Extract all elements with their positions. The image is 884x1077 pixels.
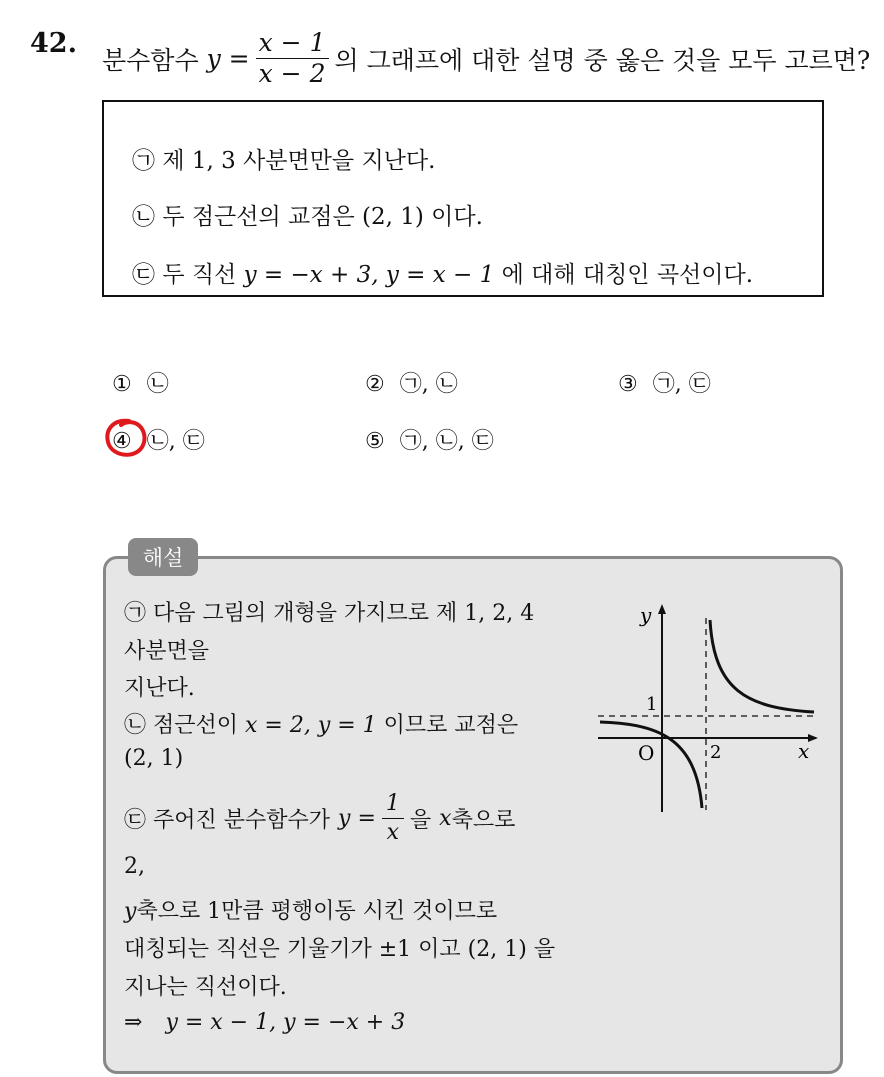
solution-line-10: 지나는 직선이다. [124, 975, 287, 1000]
solution-tag: 해설 [128, 538, 198, 576]
solution-text: 을 [409, 808, 432, 833]
implies-arrow: ⇒ [124, 1010, 143, 1035]
statement-1 [132, 142, 435, 175]
statement-mark: ㉠ [132, 148, 155, 174]
choice-text: ㉠, ㉡ [399, 372, 458, 397]
fraction-numerator: 1 [382, 790, 404, 819]
question-prefix: 분수함수 [102, 45, 199, 75]
solution-line-7: 2, [124, 854, 145, 879]
tick-label-2: 2 [710, 742, 722, 763]
question-number: 42. [30, 28, 77, 59]
y-axis-arrow [658, 604, 666, 614]
choice-text: ㉠, ㉢ [652, 372, 711, 397]
solution-line-2: 사분면을 [124, 639, 210, 664]
function-lhs: y = [338, 806, 376, 831]
solution-line-8 [124, 894, 497, 925]
solution-text: ㉢ 주어진 분수함수가 [124, 808, 331, 833]
choice-text: ㉡, ㉢ [146, 429, 205, 454]
statement-text: 두 직선 [162, 262, 237, 288]
question-suffix: 의 그래프에 대한 설명 중 옳은 것을 모두 고르면? [334, 45, 871, 75]
statement-mark: ㉢ [132, 262, 155, 288]
axis-variable: x [439, 806, 452, 831]
choice-3[interactable] [618, 367, 711, 398]
fraction-numerator: x − 1 [256, 28, 329, 59]
hyperbola-graph [596, 600, 826, 820]
choice-text: ㉠, ㉡, ㉢ [399, 429, 494, 454]
line-equation-2: y = x − 1 [385, 262, 495, 288]
solution-line-11 [124, 1010, 405, 1035]
function-lhs: y = [206, 44, 250, 73]
choice-number: ③ [618, 372, 638, 397]
fraction-denominator: x [386, 820, 400, 845]
asymptote-equations: x = 2, y = 1 [245, 713, 377, 738]
answer-circle-mark [103, 416, 153, 460]
solution-line-1: ㉠ 다음 그림의 개형을 가지므로 제 1, 2, 4 [124, 601, 535, 626]
choice-number: ⑤ [365, 429, 385, 454]
line-equation-1: y = −x + 3, [243, 262, 379, 288]
solution-text: 축으로 [451, 808, 516, 833]
choice-number: ④ [112, 429, 132, 454]
solution-line-4 [124, 708, 518, 739]
reciprocal-fraction [382, 790, 404, 847]
solution-line-3: 지난다. [124, 676, 195, 701]
tick-label-1: 1 [646, 694, 658, 715]
symmetry-lines: y = x − 1, y = −x + 3 [165, 1010, 406, 1035]
solution-text: ㉡ 점근선이 [124, 713, 239, 738]
choice-number: ① [112, 372, 132, 397]
x-axis-arrow [808, 734, 818, 742]
choice-2[interactable] [365, 367, 458, 398]
solution-text: 이므로 교점은 [383, 713, 519, 738]
statement-tail: 에 대해 대칭인 곡선이다. [501, 262, 754, 288]
choice-5[interactable] [365, 424, 494, 455]
function-fraction [256, 28, 329, 89]
solution-line-9: 대칭되는 직선은 기울기가 ±1 이고 (2, 1) 을 [124, 937, 556, 962]
curve-left-branch [600, 722, 702, 808]
choice-text: ㉡ [146, 372, 169, 397]
solution-text: 축으로 1만큼 평행이동 시킨 것이므로 [136, 899, 498, 924]
statement-mark: ㉡ [132, 204, 155, 230]
statement-text: 두 점근선의 교점은 (2, 1) 이다. [162, 204, 483, 230]
choice-number: ② [365, 372, 385, 397]
solution-line-5: (2, 1) [124, 746, 184, 771]
statement-2 [132, 198, 483, 231]
question-text [102, 28, 870, 89]
solution-line-6 [124, 790, 515, 847]
statement-text: 제 1, 3 사분면만을 지난다. [162, 148, 436, 174]
curve-right-branch [710, 620, 814, 712]
choice-1[interactable] [112, 367, 169, 398]
x-axis-label: x [798, 739, 810, 763]
y-axis-label: y [640, 603, 652, 627]
fraction-denominator: x − 2 [258, 59, 326, 88]
axis-variable: y [124, 899, 137, 924]
origin-label: O [638, 741, 655, 765]
statement-3 [132, 256, 753, 289]
